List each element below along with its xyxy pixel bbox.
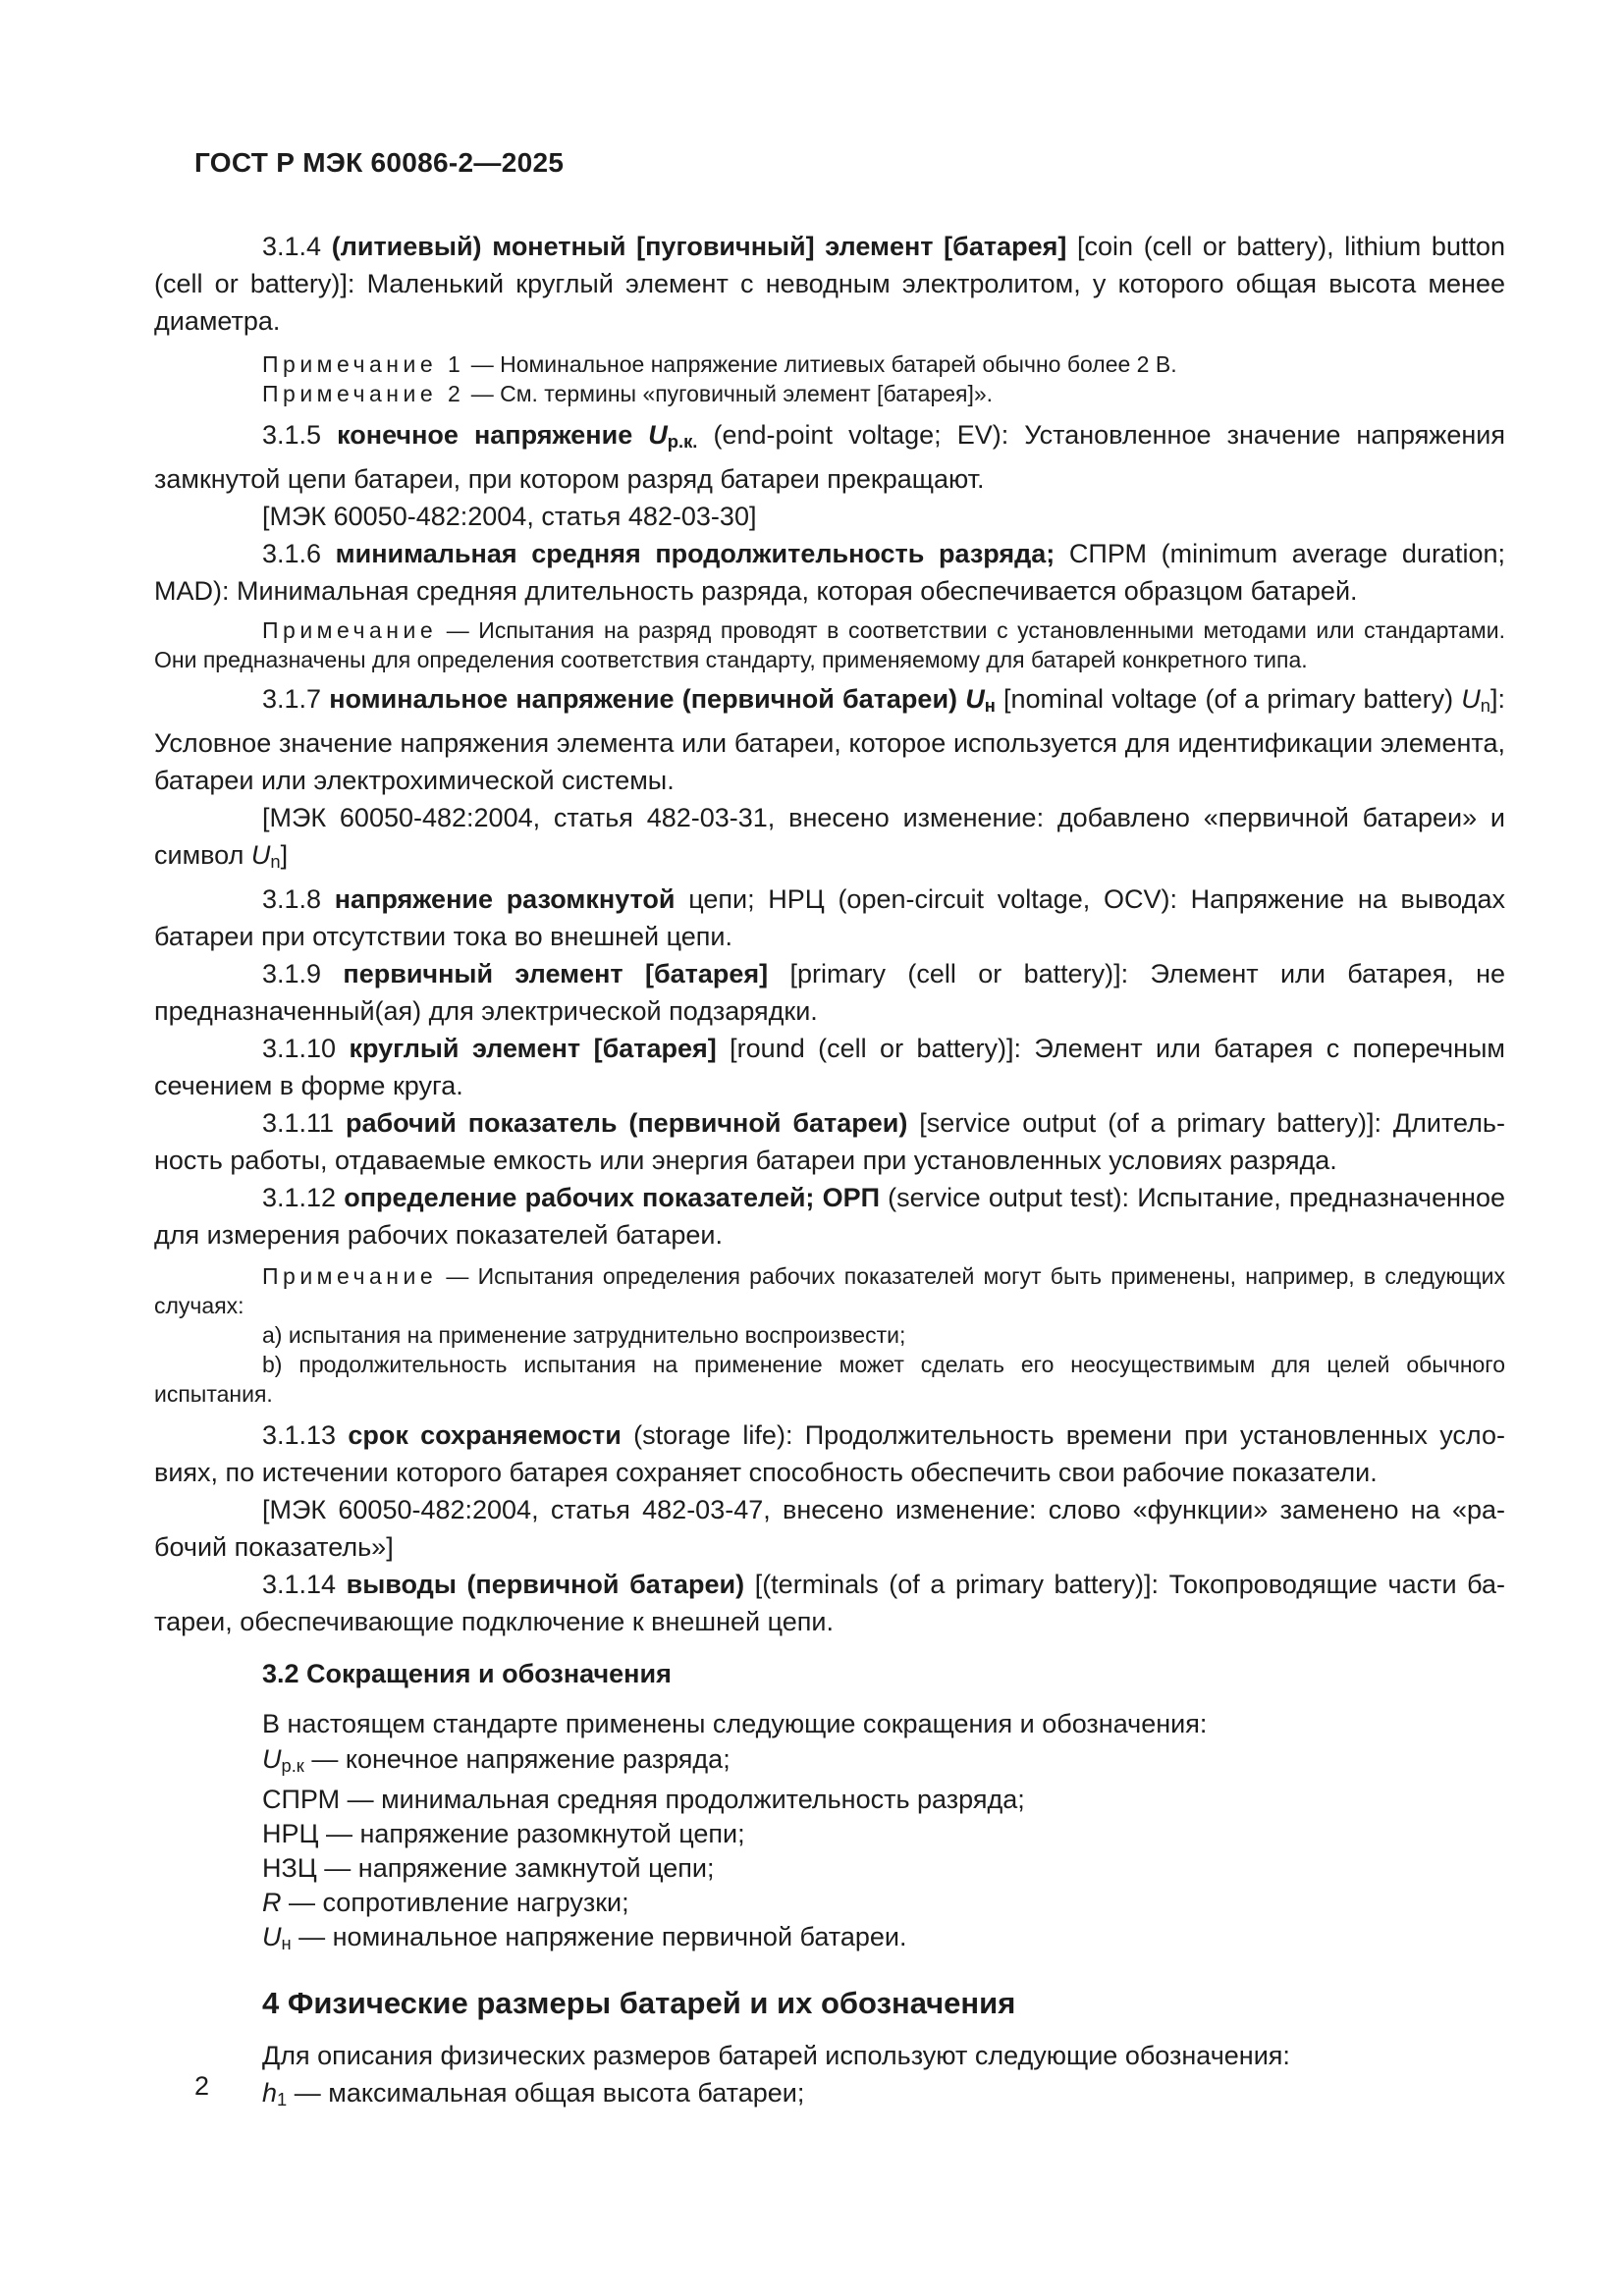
text-run: 3.1.6 (262, 539, 336, 569)
paragraph (154, 1416, 1505, 1491)
text-run: U (262, 1744, 282, 1775)
text-run: h (262, 2078, 278, 2109)
paragraph (154, 1920, 1505, 1960)
running-header: ГОСТ Р МЭК 60086-2—2025 (194, 147, 565, 178)
text-run: R (262, 1888, 282, 1918)
text-run: срок сохраняемости (348, 1420, 634, 1451)
text-run: [coin (cell or battery), lithium button (cell or battery)]: Маленький круглый элемент с неводным электролитом, у которого общая высота менее диаметра. (154, 232, 1505, 336)
text-run: [nominal voltage (of a primary battery) (995, 684, 1462, 715)
text-run: 1 (277, 2089, 288, 2110)
text-run: n (1480, 695, 1490, 717)
paragraph (154, 1742, 1505, 1783)
paragraph (154, 498, 1505, 535)
text-run: 3.1.13 (262, 1420, 349, 1451)
paragraph (154, 1179, 1505, 1254)
paragraph (154, 2074, 1505, 2118)
text-run: — сопротивление нагрузки; (281, 1888, 629, 1918)
text-run: 3.1.10 (262, 1034, 350, 1064)
text-run: b) продолжительность испытания на применение может сделать его неосуществимым для целей обычного испытания. (154, 1352, 1505, 1408)
text-run: 3.1.14 (262, 1570, 347, 1600)
text-run: [МЭК 60050-482:2004, статья 482-03-31, внесено изменение: добавлено «первичной батареи» и символ (154, 803, 1505, 871)
text-run: СПРМ — минимальная средняя продолжительность разряда; (262, 1785, 1025, 1815)
paragraph (154, 1104, 1505, 1179)
text-run: [primary (cell or battery)]: Элемент или батарея, не предназначенный(ая) для электрической подзарядки. (154, 959, 1505, 1027)
text-run: — конечное напряжение разряда; (303, 1744, 731, 1775)
text-run: [(terminals (of a primary battery)]: Токопроводящие части батареи, обеспечивающие подключение к внешней цепи. (154, 1570, 1505, 1637)
text-run: н (984, 695, 996, 717)
paragraph (154, 881, 1505, 955)
text-run: 3.2 Сокращения и обозначения (262, 1659, 672, 1689)
text-run: — номинальное напряжение первичной батареи. (291, 1922, 907, 1952)
paragraph (154, 615, 1505, 674)
text-run: 3.1.12 (262, 1183, 345, 1213)
text-run: 3.1.4 (262, 232, 332, 261)
text-run: выводы (первичной батареи) (346, 1570, 755, 1600)
paragraph (154, 1030, 1505, 1104)
text-run: — Испытания на разряд проводят в соответствии с установленными методами или стандартами. Они предназначены для определения соответствия стандарту, применяемому для батарей конкретного типа. (154, 617, 1505, 673)
paragraph (154, 680, 1505, 799)
paragraph (154, 955, 1505, 1030)
text-run: U (250, 840, 271, 871)
text-run: р.к (281, 1755, 304, 1777)
document-body (154, 228, 1505, 2118)
text-run: 3.1.8 (262, 884, 335, 915)
text-run: СПРМ (minimum average duration; MAD): Минимальная средняя длительность разряда, которая обеспечивается образцом батарей. (154, 539, 1505, 607)
text-run: напряжение разомкнутой (334, 884, 689, 915)
paragraph (154, 1783, 1505, 1817)
paragraph (154, 1350, 1505, 1409)
text-run: цепи; НРЦ (open-circuit voltage, OCV): Напряжение на выводах батареи при отсутствии тока во внешней цепи. (154, 884, 1505, 952)
text-run: Для описания физических размеров батарей используют следующие обозначения: (262, 2041, 1290, 2071)
paragraph (154, 1851, 1505, 1886)
paragraph (154, 349, 1505, 379)
paragraph (154, 1320, 1505, 1350)
paragraph (154, 1705, 1505, 1742)
text-run: — максимальная общая высота батареи; (287, 2078, 805, 2109)
text-run: n (270, 851, 281, 873)
text-run: определение рабочих показателей; ОРП (344, 1183, 889, 1213)
text-run: (литиевый) монетный [пуговичный] элемент [батарея] (331, 232, 1078, 261)
paragraph (154, 1491, 1505, 1566)
paragraph (154, 228, 1505, 340)
text-run: — См. термины «пуговичный элемент [батарея]». (464, 381, 994, 406)
text-run: U (648, 420, 668, 450)
text-run: 3.1.5 (262, 420, 338, 450)
section-heading (154, 1654, 1505, 1693)
text-run: Примечание (262, 1263, 438, 1290)
text-run: (end-point voltage; EV): Установленное значение напряжения замкнутой цепи батареи, при котором разряд батареи прекращают. (154, 420, 1506, 495)
text-run: U (262, 1922, 282, 1952)
text-run: минимальная средняя продолжительность разряда; (335, 539, 1056, 569)
text-run: 4 Физические размеры батарей и их обозначения (262, 1986, 1016, 2021)
text-run: 3.1.11 (262, 1108, 346, 1139)
paragraph (154, 379, 1505, 408)
text-run: Примечание 2 (262, 381, 465, 406)
text-run: первичный элемент [батарея] (343, 959, 790, 989)
text-run: Примечание 1 (262, 351, 465, 377)
text-run: — Испытания определения рабочих показателей могут быть применены, например, в следующих случаях: (154, 1263, 1505, 1319)
text-run: круглый элемент [батарея] (349, 1034, 731, 1064)
text-run: НЗЦ — напряжение замкнутой цепи; (262, 1853, 715, 1884)
text-run: ] (280, 840, 289, 871)
text-run: [МЭК 60050-482:2004, статья 482-03-30] (262, 502, 757, 532)
text-run: В настоящем стандарте применены следующие сокращения и обозначения: (262, 1709, 1208, 1739)
paragraph (154, 1886, 1505, 1920)
text-run: р.к. (667, 431, 698, 453)
paragraph (154, 2037, 1505, 2074)
paragraph (154, 535, 1505, 610)
text-run: 3.1.9 (262, 959, 344, 989)
paragraph (154, 1817, 1505, 1851)
text-run: рабочий показатель (первичной батареи) (345, 1108, 920, 1139)
paragraph (154, 799, 1505, 881)
paragraph (154, 1261, 1505, 1320)
text-run: 3.1.7 (262, 684, 330, 715)
paragraph (154, 1566, 1505, 1640)
text-run: (storage life): Продолжительность времени при установленных условиях, по истечении которого батарея сохраняет способность обеспечить свои рабочие показатели. (154, 1420, 1505, 1488)
text-run: номинальное напряжение (первичной батареи) (329, 684, 966, 715)
text-run: [round (cell or battery)]: Элемент или батарея с поперечным сечением в форме круга. (154, 1034, 1505, 1101)
text-run: ]: Условное значение напряжения элемента или батареи, которое используется для идентификации элемента, батареи или электрохимической системы. (154, 684, 1505, 796)
text-run: [МЭК 60050-482:2004, статья 482-03-47, внесено изменение: слово «функции» заменено на «рабочий показатель»] (154, 1495, 1505, 1563)
text-run: a) испытания на применение затруднительно воспроизвести; (262, 1322, 906, 1349)
text-run: U (1461, 684, 1481, 715)
text-run: Примечание (262, 617, 438, 644)
text-run: — Номинальное напряжение литиевых батарей обычно более 2 В. (464, 351, 1177, 377)
text-run: н (281, 1933, 292, 1954)
text-run: НРЦ — напряжение разомкнутой цепи; (262, 1819, 745, 1849)
page-number: 2 (194, 2071, 210, 2101)
text-run: конечное напряжение (337, 420, 649, 450)
section-heading (154, 1982, 1505, 2025)
text-run: [service output (of a primary battery)]: Длительность работы, отдаваемые емкость или энергия батареи при установленных условиях разряда. (154, 1108, 1505, 1176)
text-run: (service output test): Испытание, предназначенное для измерения рабочих показателей батареи. (154, 1183, 1505, 1251)
paragraph (154, 416, 1505, 498)
text-run: U (965, 684, 985, 715)
